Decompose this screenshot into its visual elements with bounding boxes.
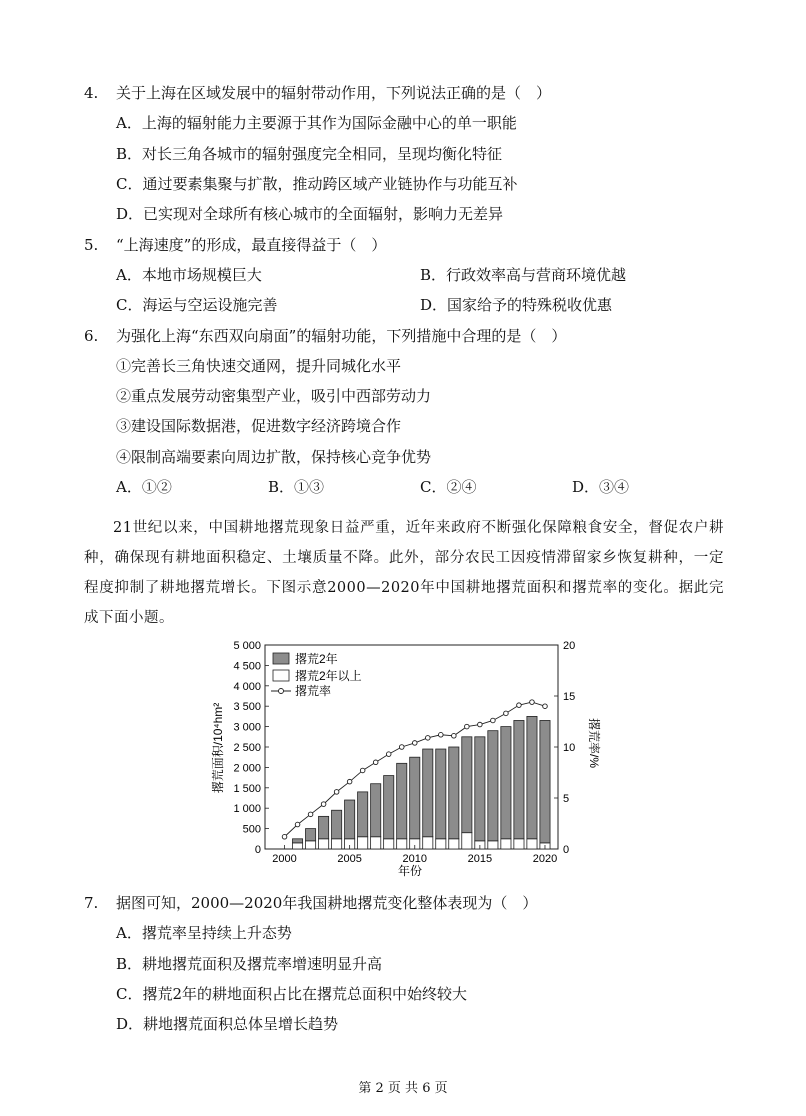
q6-number: 6. xyxy=(84,327,99,345)
y-axis-label: 撂荒面积/10⁴hm² xyxy=(211,702,225,794)
q5-option-c: C．海运与空运设施完善 xyxy=(116,296,278,314)
bar-2yr-2007 xyxy=(371,784,381,837)
bar-2yr-2012 xyxy=(436,749,446,839)
rate-point-2009 xyxy=(399,745,404,750)
x-axis-label: 年份 xyxy=(397,864,423,878)
q4-option-b: B．对长三角各城市的辐射强度完全相同，呈现均衡化特征 xyxy=(116,145,503,163)
rate-point-2018 xyxy=(517,703,522,708)
q4-option-d: D．已实现对全球所有核心城市的全面辐射，影响力无差异 xyxy=(116,205,504,223)
bar-over-2yr-2007 xyxy=(371,837,381,849)
x-tick-label-2005: 2005 xyxy=(337,853,362,865)
y-tick-label-7: 3 500 xyxy=(233,701,261,714)
bar-2yr-2002 xyxy=(305,829,315,841)
q6-item-4: ④限制高端要素向周边扩散，保持核心竞争优势 xyxy=(116,448,432,466)
q6-option-a: A．①② xyxy=(116,478,172,496)
bar-over-2yr-2013 xyxy=(449,839,459,849)
q6-option-b: B．①③ xyxy=(268,478,325,496)
bar-over-2yr-2006 xyxy=(358,837,368,849)
y-tick-label-6: 3 000 xyxy=(233,721,261,734)
bar-over-2yr-2012 xyxy=(436,839,446,849)
y2-tick-label-2: 10 xyxy=(563,742,576,754)
legend-swatch-over2yr xyxy=(273,670,289,681)
rate-point-2010 xyxy=(412,741,417,746)
q7-option-d: D．耕地撂荒面积总体呈增长趋势 xyxy=(116,1015,339,1033)
legend-marker-rate xyxy=(279,689,284,694)
q7-option-c: C．撂荒2年的耕地面积占比在撂荒总面积中始终较大 xyxy=(116,985,468,1003)
rate-point-2017 xyxy=(504,711,509,716)
bar-over-2yr-2009 xyxy=(397,839,407,849)
rate-point-2013 xyxy=(452,733,457,738)
y-tick-label-4: 2 000 xyxy=(233,762,261,775)
bar-over-2yr-2002 xyxy=(305,841,315,849)
rate-point-2006 xyxy=(360,768,365,773)
rate-point-2020 xyxy=(543,704,548,709)
rate-point-2003 xyxy=(321,802,326,807)
bar-2yr-2003 xyxy=(319,816,329,838)
y-tick-label-0: 0 xyxy=(254,844,261,856)
bar-over-2yr-2019 xyxy=(527,839,537,849)
q5-option-b: B．行政效率高与营商环境优越 xyxy=(420,266,627,284)
y-tick-label-5: 2 500 xyxy=(233,742,261,754)
bar-2yr-2006 xyxy=(358,792,368,837)
y-tick-label-2: 1 000 xyxy=(233,803,261,816)
y-tick-label-3: 1 500 xyxy=(233,782,261,795)
rate-point-2005 xyxy=(347,779,352,784)
y2-tick-label-4: 20 xyxy=(563,640,576,652)
bar-over-2yr-2003 xyxy=(319,839,329,849)
passage-text: 21世纪以来，中国耕地撂荒现象日益严重，近年来政府不断强化保障粮食安全，督促农户耕种，确保现有耕地面积稳定、土壤质量不降。此外，部分农民工因疫情滞留家乡恢复耕种，一定程度抑制了耕地撂荒增长。下图示意2000—2020年中国耕地撂荒面积和撂荒率的变化。据此完成下面小题。 xyxy=(84,520,724,626)
reading-passage xyxy=(84,513,724,633)
chart-legend xyxy=(271,651,362,698)
y2-tick-label-1: 5 xyxy=(563,793,570,805)
page-footer: 第 2 页 共 6 页 xyxy=(358,1081,448,1096)
y-tick-label-10: 5 000 xyxy=(233,640,261,652)
q7-option-a: A．撂荒率呈持续上升态势 xyxy=(116,924,292,942)
bar-2yr-2008 xyxy=(384,776,394,839)
rate-point-2002 xyxy=(308,812,313,817)
q6-option-d: D．③④ xyxy=(572,478,630,496)
rate-point-2012 xyxy=(439,732,444,737)
bar-over-2yr-2011 xyxy=(423,837,433,849)
bar-2yr-2014 xyxy=(462,737,472,833)
bar-2yr-2017 xyxy=(501,727,511,839)
bar-over-2yr-2018 xyxy=(514,839,524,849)
q4-option-a: A．上海的辐射能力主要源于其作为国际金融中心的单一职能 xyxy=(116,114,517,132)
y2-axis-label: 撂荒率/% xyxy=(587,717,601,769)
rate-point-2001 xyxy=(295,822,300,827)
q6-item-1: ①完善长三角快速交通网，提升同城化水平 xyxy=(116,357,402,375)
q5-number: 5. xyxy=(84,236,99,254)
rate-point-2015 xyxy=(478,722,483,727)
q6-option-c: C．②④ xyxy=(420,478,477,496)
legend-label-rate: 撂荒率 xyxy=(295,684,332,698)
rate-point-2008 xyxy=(386,752,391,757)
bar-2yr-2016 xyxy=(488,731,498,841)
q5-option-a: A．本地市场规模巨大 xyxy=(116,266,262,284)
bar-2yr-2018 xyxy=(514,720,524,838)
bar-2yr-2004 xyxy=(332,810,342,839)
rate-point-2014 xyxy=(465,724,470,729)
q5-option-d: D．国家给予的特殊税收优惠 xyxy=(420,296,613,314)
legend-label-2yr: 撂荒2年 xyxy=(295,652,338,666)
q4-option-c: C．通过要素集聚与扩散，推动跨区域产业链协作与功能互补 xyxy=(116,175,518,193)
x-tick-label-2015: 2015 xyxy=(467,853,493,865)
legend-swatch-2yr xyxy=(273,653,289,664)
bar-over-2yr-2017 xyxy=(501,839,511,849)
bar-over-2yr-2008 xyxy=(384,839,394,849)
rate-point-2000 xyxy=(282,834,287,839)
q4-stem: 关于上海在区域发展中的辐射带动作用，下列说法正确的是（ ） xyxy=(116,84,552,102)
bar-group xyxy=(292,716,550,849)
x-tick-label-2000: 2000 xyxy=(272,853,297,865)
q6-stem: 为强化上海“东西双向扇面”的辐射功能，下列措施中合理的是（ ） xyxy=(116,327,567,345)
rate-point-2016 xyxy=(491,718,496,723)
q7-stem: 据图可知，2000—2020年我国耕地撂荒变化整体表现为（ ） xyxy=(116,894,538,912)
q7-number: 7. xyxy=(84,894,99,912)
bar-over-2yr-2016 xyxy=(488,841,498,849)
bar-2yr-2009 xyxy=(397,763,407,838)
q4-number: 4. xyxy=(84,84,99,102)
bar-over-2yr-2001 xyxy=(292,843,302,849)
q5-stem: “上海速度”的形成，最直接得益于（ ） xyxy=(116,236,387,254)
x-tick-label-2020: 2020 xyxy=(532,853,558,865)
bar-2yr-2001 xyxy=(292,839,302,843)
y2-tick-label-0: 0 xyxy=(563,844,570,856)
q6-item-2: ②重点发展劳动密集型产业，吸引中西部劳动力 xyxy=(116,387,432,405)
bar-2yr-2005 xyxy=(345,800,355,839)
bar-over-2yr-2004 xyxy=(332,839,342,849)
y2-tick-label-3: 15 xyxy=(563,691,576,703)
x-tick-label-2010: 2010 xyxy=(402,853,427,865)
rate-point-2004 xyxy=(334,790,339,795)
legend-label-over2yr: 撂荒2年以上 xyxy=(295,669,362,683)
bar-2yr-2010 xyxy=(410,757,420,839)
bar-2yr-2013 xyxy=(449,747,459,839)
bar-over-2yr-2014 xyxy=(462,833,472,849)
bar-2yr-2019 xyxy=(527,716,537,838)
bar-2yr-2015 xyxy=(475,737,485,841)
q6-item-3: ③建设国际数据港，促进数字经济跨境合作 xyxy=(116,417,402,435)
bar-2yr-2020 xyxy=(540,720,550,842)
rate-point-2007 xyxy=(373,760,378,765)
q7-option-b: B．耕地撂荒面积及撂荒率增速明显升高 xyxy=(116,955,383,973)
rate-point-2011 xyxy=(425,736,430,741)
y-tick-label-8: 4 000 xyxy=(233,680,261,693)
y-tick-label-9: 4 500 xyxy=(233,660,261,673)
abandoned-land-chart xyxy=(205,635,601,880)
y-tick-label-1: 500 xyxy=(242,823,261,836)
bar-2yr-2011 xyxy=(423,749,433,837)
rate-point-2019 xyxy=(530,700,535,705)
